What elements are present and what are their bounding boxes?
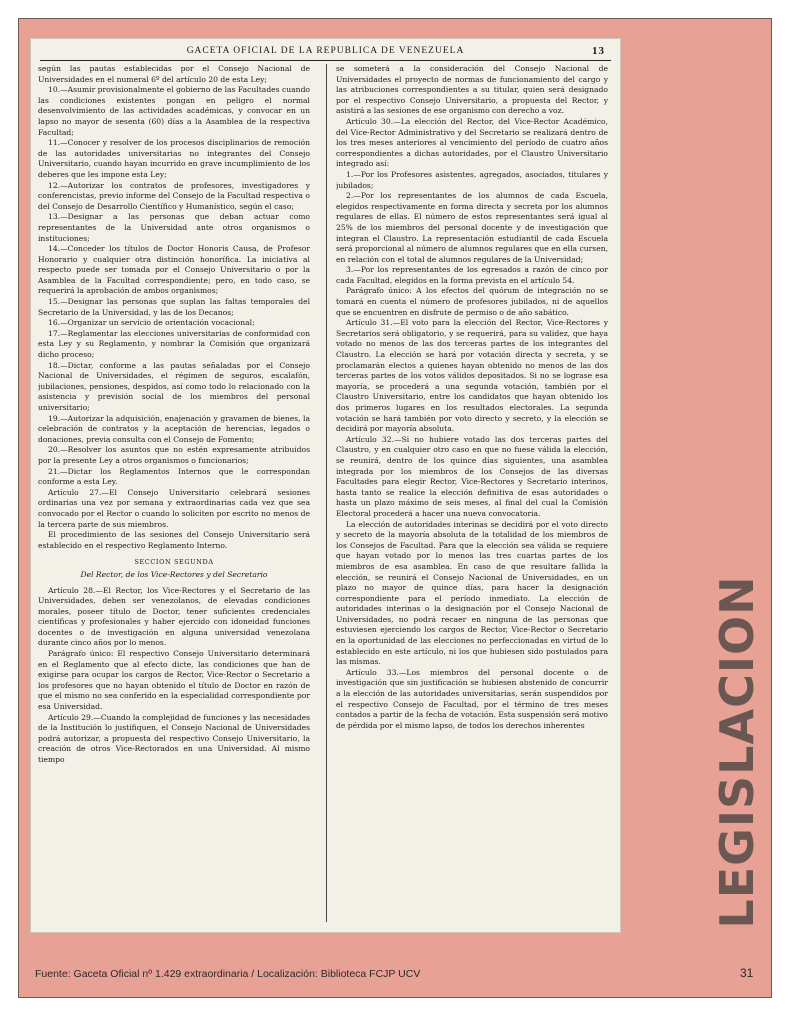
paragraph: 3.—Por los representantes de los egresados a razón de cinco por cada Facultad, elegidos en la forma prevista en el artículo 54.: [336, 265, 608, 285]
paragraph: 18.—Dictar, conforme a las pautas señaladas por el Consejo Nacional de Universidades, el régimen de seguros, escalafón, jubilaciones, pensiones, despidos, así como todo lo relacionado con la asistencia y previsión social de los miembros del personal universitario;: [38, 360, 310, 412]
paragraph: 20.—Resolver los asuntos que no estén expresamente atribuidos por la presente Ley a otros organismos o funcionarios;: [38, 445, 310, 465]
paragraph: La elección de autoridades interinas se decidirá por el voto directo y secreto de la mayoría absoluta de la totalidad de los miembros de los Consejos de Facultad. Para que la elección sea válida se requiere que hayan votado por lo menos las tres cuartas partes de los miembros de esa asamblea. En caso de que resultare fallida la elección, se reunirá el Consejo Nacional de Universidades, en un plazo no mayor de quince días, para hacer la designación correspondiente para el período inmediato. La elección de autoridades interinas o la designación por el Consejo Nacional de Universidades, no podrá recaer en ninguna de las personas que estuviesen ejerciendo los cargos de Rector, Vice-Rector o Secretario en la oportunidad de las elecciones no perfeccionadas en virtud de lo establecido en este artículo, ni los que hubiesen sido postulados para las mismas.: [336, 519, 608, 667]
paragraph: 16.—Organizar un servicio de orientación vocacional;: [48, 318, 255, 328]
paragraph: Artículo 29.—Cuando la complejidad de funciones y las necesidades de la Institución lo justifiquen, el Consejo Nacional de Universidades podrá autorizar, a propuesta del respectivo Consejo Universitario, la creación de otros Vice-Rectorados en una Universidad. Al mismo tiempo: [38, 712, 310, 764]
right-column-paragraphs: [336, 64, 608, 731]
gazette-header: [40, 44, 611, 61]
paragraph: Parágrafo único: El respectivo Consejo Universitario determinará en el Reglamento que al efecto dicte, las condiciones que han de exigirse para ocupar los cargos de Rector, Vice-Rector o Secretario a los profesores que no hayan obtenido el título de Doctor en razón de que el mismo no sea conferido en la especialidad correspondiente por esa Universidad.: [38, 649, 310, 712]
side-label-text: LEGISLACION: [710, 575, 764, 929]
left-column-paragraphs: [38, 64, 310, 551]
paragraph: Artículo 32.—Si no hubiere votado las dos terceras partes del Claustro, y en cualquier otro caso en que no fuese válida la elección, se reunirá, dentro de los quince días siguientes, una asamblea integrada por los miembros de los Consejos de las diversas Facultades para elegir Rector, Vice-Rectores y Secretario interinos, hasta tanto se realice la elección definitiva de esas autoridades o hasta un plazo máximo de seis meses, al final del cual la Comisión Electoral procederá a hacer una nueva convocatoria.: [336, 434, 608, 518]
paragraph: 15.—Designar las personas que suplan las faltas temporales del Secretario de la Universidad, y las de los Decanos;: [38, 297, 310, 317]
paragraph: Artículo 31.—El voto para la elección del Rector, Vice-Rectores y Secretarios será obligatorio, y se requerirá, para su validez, que haya votado no menos de las dos terceras partes de los integrantes del Claustro. La elección se hará por votación directa y secreta, y se proclamarán electos a quienes hayan obtenido no menos de las dos terceras partes de los votos válidos depositados. Si no se lograse esa mayoría, se procederá a una segunda votación, también por el Claustro Universitario, entre los candidatos que hayan obtenido los dos primeros lugares en los resultados electorales. La segunda votación se hará también por voto directo y secreto, y la elección se decidirá por mayoría absoluta.: [336, 318, 608, 434]
paragraph: El procedimiento de las sesiones del Consejo Universitario será establecido en el respectivo Reglamento Interno.: [38, 530, 310, 550]
paragraph: Artículo 28.—El Rector, los Vice-Rectores y el Secretario de las Universidades, deben ser venezolanos, de elevadas condiciones morales, poseer título de Doctor, tener suficientes credenciales científicas y profesionales y haber ejercido con idoneidad funciones docentes o de investigación en alguna universidad venezolana durante cinco años por lo menos.: [38, 585, 310, 648]
paragraph: 19.—Autorizar la adquisición, enajenación y gravamen de bienes, la celebración de contratos y la aceptación de herencias, legados o donaciones, previa consulta con el Consejo de Fomento;: [38, 413, 310, 444]
paragraph: 2.—Por los representantes de los alumnos de cada Escuela, elegidos respectivamente en forma directa y secreta por los alumnos regulares de ellas. El número de estos representantes será igual al 25% de los miembros del personal docente y de investigación que integran el Claustro. La representación estudiantil de cada Escuela será proporcional al número de alumnos regulares que en ella cursen, en relación con el total de alumnos regulares de la Universidad;: [336, 191, 608, 264]
paragraph: según las pautas establecidas por el Consejo Nacional de Universidades en el numeral 6º del artículo 20 de esta Ley;: [38, 64, 310, 84]
gazette-page-number: 13: [592, 45, 605, 57]
paragraph: 13.—Designar a las personas que deban actuar como representantes de la Universidad ante otros organismos o instituciones;: [38, 212, 310, 243]
footer-page-number: 31: [740, 966, 754, 980]
gazette-scan: [30, 38, 621, 933]
right-column: [336, 64, 608, 926]
paragraph: 11.—Conocer y resolver de los procesos disciplinarios de remoción de las autoridades universitarias no integrantes del Consejo Universitario, cuando hayan incurrido en grave incumplimiento de los deberes que les impone esta Ley;: [38, 138, 310, 179]
footer-source: Fuente: Gaceta Oficial nº 1.429 extraordinaria / Localización: Biblioteca FCJP UCV: [35, 968, 421, 980]
paragraph: Parágrafo único: A los efectos del quórum de integración no se tomará en cuenta el número de profesores jubilados, ni de aquellos que se encuentren en disfrute de permiso o de año sabático.: [336, 286, 608, 317]
paragraph: 14.—Conceder los títulos de Doctor Honoris Causa, de Profesor Honorario y cualquier otra distinción honorífica. La iniciativa al respecto puede ser tomada por el Consejo Universitario o por la Asamblea de la Facultad correspondiente; pero, en todo caso, se requerirá la aprobación de ambos organismos;: [38, 244, 310, 296]
gazette-title: GACETA OFICIAL DE LA REPUBLICA DE VENEZUELA: [186, 46, 465, 56]
paragraph: 17.—Reglamentar las elecciones universitarias de conformidad con esta Ley y su Reglamento, y nombrar la Comisión que organizará dicho proceso;: [38, 328, 310, 360]
section-heading: SECCION SEGUNDA: [134, 558, 214, 567]
left-column-paragraphs-after: [38, 586, 310, 766]
paragraph: se someterá a la consideración del Consejo Nacional de Universidades el proyecto de normas de funcionamiento del cargo y las atribuciones correspondientes a su titular, quien será designado por el respectivo Consejo Universitario, a propuesta del Rector, y asistirá a las sesiones de ese organismo con derecho a voz.: [336, 64, 608, 116]
paragraph: Artículo 30.—La elección del Rector, del Vice-Rector Académico, del Vice-Rector Administrativo y del Secretario se realizará dentro de los tres meses anteriores al vencimiento del período de cuatro años correspondientes a dichas autoridades, por el Claustro Universitario integrado así:: [336, 116, 608, 169]
column-divider: [326, 64, 327, 922]
paragraph: 10.—Asumir provisionalmente el gobierno de las Facultades cuando las condiciones existentes pongan en peligro el normal desenvolvimiento de las actividades académicas, y convocar en un lapso no mayor de sesenta (60) días a la Asamblea de la respectiva Facultad;: [38, 85, 310, 137]
paragraph: 1.—Por los Profesores asistentes, agregados, asociados, titulares y jubilados;: [336, 169, 608, 190]
paragraph: Artículo 27.—El Consejo Universitario celebrará sesiones ordinarias una vez por semana y extraordinarias cada vez que sea convocado por el Rector o cuando lo soliciten por escrito no menos de la tercera parte de sus miembros.: [38, 487, 310, 529]
side-label: [697, 572, 777, 932]
paragraph: Artículo 33.—Los miembros del personal docente o de investigación que sin justificación se hubiesen abstenido de concurrir a la elección de las autoridades universitarias, serán suspendidos por el respectivo Consejo de Facultad, por el término de tres meses contados a partir de la fecha de votación. Esta suspensión será motivo de pérdida por el mismo lapso, de todos los derechos inherentes: [336, 667, 608, 730]
left-column: [38, 64, 310, 926]
paragraph: 21.—Dictar los Reglamentos Internos que le correspondan conforme a esta Ley.: [38, 466, 310, 487]
paragraph: 12.—Autorizar los contratos de profesores, investigadores y conferencistas, previo informe del Consejo de la Facultad respectiva o del Consejo de Desarrollo Científico y Humanístico, según el caso;: [38, 180, 310, 211]
section-subheading: Del Rector, de los Vice-Rectores y del Secretario: [80, 569, 268, 579]
